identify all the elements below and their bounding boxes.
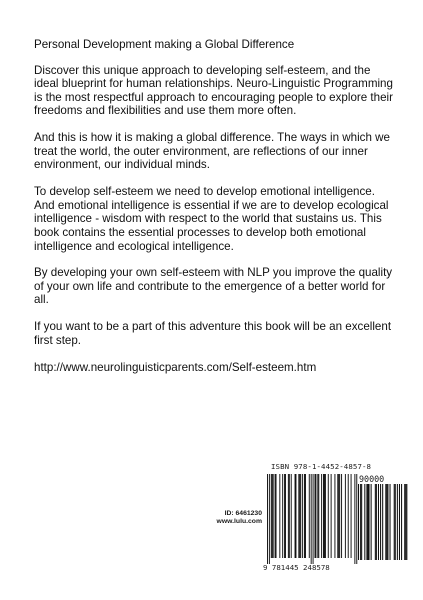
blurb-paragraph-4: By developing your own self-esteem with NLP you improve the quality of your own life and contribute to the emergence of a better world for all. xyxy=(34,266,393,307)
blurb-paragraph-3: To develop self-esteem we need to develop emotional intelligence. And emotional intelligence is essential if we are to develop ecological intelligence - wisdom with respect to the world that sustains us. This book contains the essential processes to develop both emotional intelligence and ecological intelligence. xyxy=(34,185,389,253)
isbn-barcode xyxy=(266,474,358,566)
blurb-paragraph-1: Discover this unique approach to developing self-esteem, and the ideal blueprint for human relationships. Neuro-Linguistic Programming is the most respectful approach to encouraging people to explore their freedoms and flexibilities and use them more often. xyxy=(34,63,393,118)
ean-digits: 9 781445 248578 xyxy=(263,563,330,572)
cover-heading: Personal Development making a Global Difference xyxy=(34,38,295,51)
publisher-info xyxy=(200,510,262,526)
publisher-site: www.lulu.com xyxy=(216,518,262,526)
website-url: http://www.neurolinguisticparents.com/Self-esteem.htm xyxy=(34,360,317,374)
blurb-paragraph-2: And this is how it is making a global difference. The ways in which we treat the world, the outer environment, are reflections of our inner environment, our individual minds. xyxy=(34,131,390,172)
isbn-label: ISBN 978-1-4452-4857-8 xyxy=(271,462,372,471)
barcode-area xyxy=(0,462,423,580)
addon-digits: 90000 xyxy=(359,474,385,484)
price-addon-barcode xyxy=(357,484,415,562)
publisher-id: ID: 6461230 xyxy=(224,510,262,517)
back-cover-text xyxy=(34,38,394,387)
blurb-paragraph-5: If you want to be a part of this adventure this book will be an excellent first step. xyxy=(34,320,392,347)
